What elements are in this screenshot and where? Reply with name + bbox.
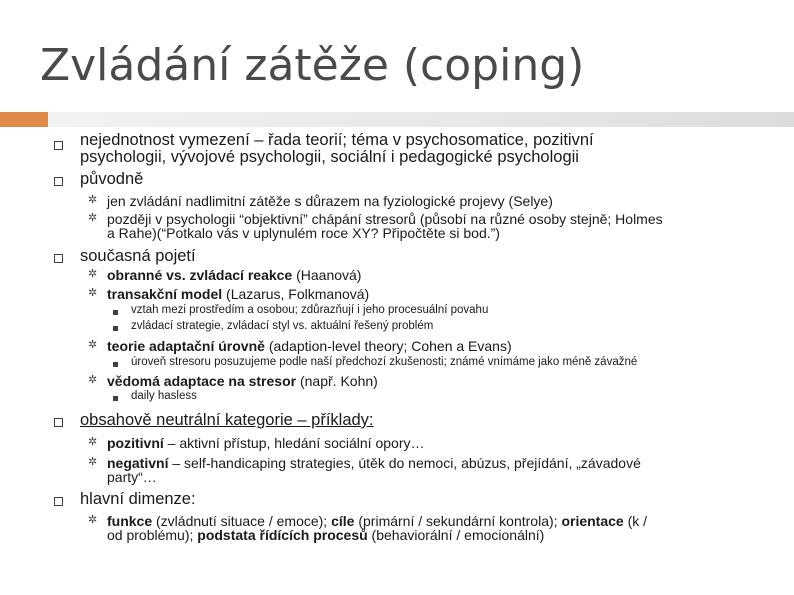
bold-term: orientace (561, 513, 624, 529)
term-note: (zvládnutí situace / emoce); (152, 513, 332, 529)
bullet-star-icon: ✲ (88, 374, 98, 386)
sub-bullet-text (107, 374, 378, 388)
slide-title: Zvládání zátěže (coping) (40, 40, 585, 91)
sub-bullet-text: party“… (107, 469, 157, 485)
term-note: – self-handicaping strategies, útěk do nemoci, abúzus, přejídání, „závadové (168, 455, 641, 471)
term-note: (Haanová) (292, 267, 362, 283)
bullet-star-icon: ✲ (88, 212, 98, 224)
bullet-text: psychologii, vývojové psychologii, sociální i pedagogické psychologii (80, 148, 579, 166)
sub-bullet-text: jen zvládání nadlimitní zátěže s důrazem na fyziologické projevy (Selye) (107, 193, 553, 209)
bullet-star-icon: ✲ (88, 456, 98, 468)
bullet-star-icon: ✲ (88, 436, 98, 448)
sub-bullet-text (107, 339, 512, 353)
sub-bullet-text (107, 528, 544, 542)
bullet-star-icon: ✲ (88, 194, 98, 206)
bold-term: cíle (331, 513, 355, 529)
bullet-square-icon (54, 254, 63, 263)
sub-bullet-text (107, 456, 641, 470)
bullet-text: nejednotnost vymezení – řada teorií; téma v psychosomatice, pozitivní (80, 131, 594, 149)
sub-bullet-text (107, 514, 647, 528)
sub-bullet-text (107, 268, 361, 282)
term-note: (behaviorální / emocionální) (367, 527, 545, 543)
term-note: (Lazarus, Folkmanová) (222, 286, 370, 302)
sub-sub-bullet-text: daily hasless (131, 390, 197, 402)
bullet-small-square-icon (113, 396, 118, 401)
term-note: (adaption-level theory; Cohen a Evans) (264, 338, 512, 354)
bold-term: vědomá adaptace na stresor (107, 373, 297, 389)
term-note: (např. Kohn) (296, 373, 378, 389)
bullet-star-icon: ✲ (88, 287, 98, 299)
bullet-square-icon (54, 177, 63, 186)
term-note: (k / (623, 513, 648, 529)
bullet-square-icon (54, 141, 63, 150)
bold-term: negativní (107, 455, 169, 471)
sub-bullet-text: později v psychologii “objektivní” chápání stresorů (působí na různé osoby stejně; Holmes (107, 211, 663, 227)
bullet-text: hlavní dimenze: (80, 490, 196, 508)
term-note: – aktivní přístup, hledání sociální opory… (163, 435, 425, 451)
bold-term: funkce (107, 513, 153, 529)
sub-sub-bullet-text: úroveň stresoru posuzujeme podle naší předchozí zkušenosti; známé vnímáme jako méně závažné (131, 356, 638, 368)
title-divider (48, 112, 794, 127)
bullet-star-icon: ✲ (88, 268, 98, 280)
bold-term: transakční model (107, 286, 223, 302)
term-note: (primární / sekundární kontrola); (354, 513, 562, 529)
sub-sub-bullet-text: zvládací strategie, zvládací styl vs. aktuální řešený problém (131, 320, 434, 332)
sub-bullet-text (107, 287, 369, 301)
bullet-text: původně (80, 170, 144, 188)
bold-term: podstata řídících procesů (197, 527, 368, 543)
sub-sub-bullet-text: vztah mezi prostředím a osobou; zdůrazňují i jeho procesuální povahu (131, 304, 489, 316)
bullet-text: obsahově neutrální kategorie – příklady: (80, 411, 374, 429)
bullet-text: současná pojetí (80, 247, 196, 265)
accent-bar (0, 112, 48, 127)
sub-bullet-text: a Rahe)(“Potkalo vás v uplynulém roce XY? Připočtěte si bod.”) (107, 225, 500, 241)
sub-bullet-text (107, 436, 424, 450)
term-note: od problému); (107, 527, 198, 543)
bullet-star-icon: ✲ (88, 339, 98, 351)
bullet-small-square-icon (113, 326, 118, 331)
bold-term: teorie adaptační úrovně (107, 338, 265, 354)
bullet-small-square-icon (113, 362, 118, 367)
bullet-square-icon (54, 418, 63, 427)
bullet-small-square-icon (113, 310, 118, 315)
bullet-square-icon (54, 497, 63, 506)
bold-term: pozitivní (107, 435, 164, 451)
bold-term: obranné vs. zvládací reakce (107, 267, 293, 283)
bullet-star-icon: ✲ (88, 514, 98, 526)
